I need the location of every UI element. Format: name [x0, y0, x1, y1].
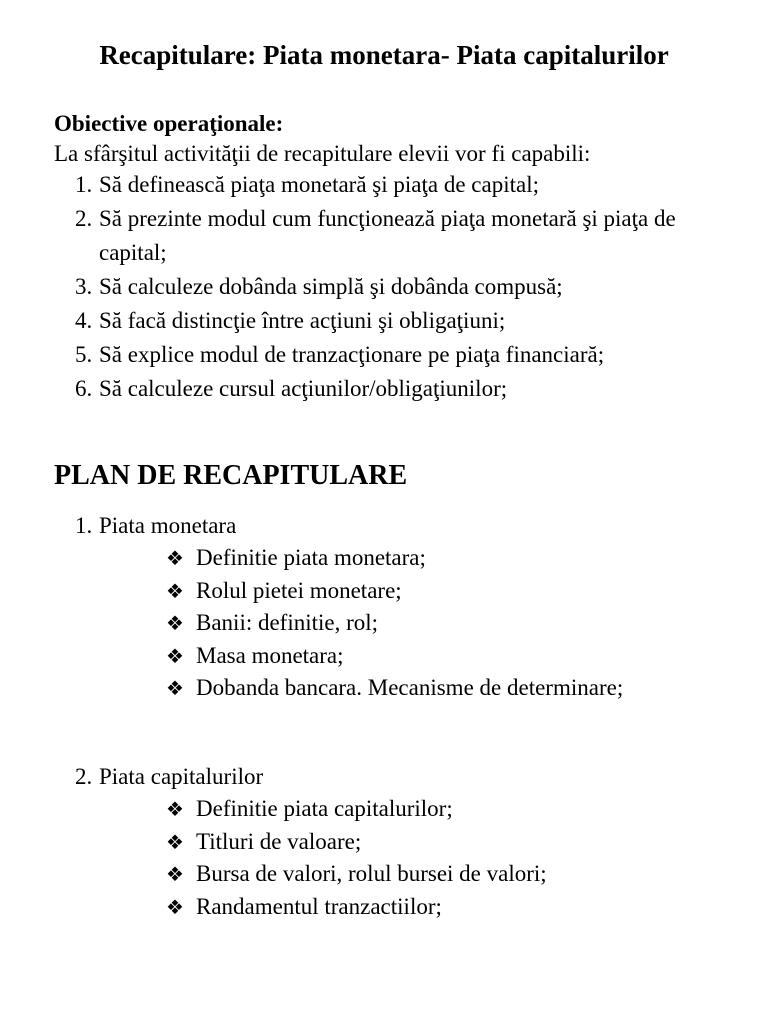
bullet-item: [0, 672, 768, 705]
objective-number: 6.: [75, 376, 93, 401]
diamond-bullet-icon: ❖: [166, 611, 184, 635]
bullet-text: Definitie piata capitalurilor;: [196, 796, 453, 821]
bullet-text: Randamentul tranzactiilor;: [196, 893, 442, 919]
bullet-text: Masa monetara;: [196, 642, 344, 668]
bullet-item: [0, 640, 768, 673]
bullet-text: Banii: definitie, rol;: [196, 610, 379, 635]
bullet-item: [0, 542, 768, 575]
objectives-list: [0, 168, 768, 406]
diamond-bullet-icon: ❖: [166, 829, 184, 854]
plan-section-piata-capitalurilor: [0, 761, 768, 923]
bullet-item: [0, 793, 768, 826]
bullet-item: [0, 607, 768, 640]
objective-number: 4.: [75, 308, 93, 333]
diamond-bullet-icon: ❖: [166, 643, 184, 668]
section-number: 2.: [75, 764, 93, 789]
objective-item: [0, 372, 768, 406]
objective-text: Să explice modul de tranzacţionare pe piaţa financiară;: [99, 342, 605, 367]
objective-item: [0, 270, 768, 304]
bullet-text: Rolul pietei monetare;: [196, 577, 402, 603]
bullet-item: [0, 891, 768, 924]
plan-heading: PLAN DE RECAPITULARE: [54, 460, 408, 491]
section-bullets: [0, 542, 768, 705]
objective-number: 2.: [75, 206, 93, 231]
diamond-bullet-icon: ❖: [166, 862, 184, 886]
objective-item: [0, 304, 768, 338]
diamond-bullet-icon: ❖: [166, 797, 184, 821]
objective-item: [0, 338, 768, 372]
objective-text: Să calculeze dobânda simplă şi dobânda compusă;: [99, 274, 563, 299]
section-bullets: [0, 793, 768, 923]
section-number: 1.: [75, 513, 93, 538]
objective-text: Să prezinte modul cum funcţionează piaţa monetară şi piaţa de capital;: [99, 206, 676, 265]
section-title: [0, 761, 768, 793]
objectives-heading: Obiective operaţionale:: [54, 111, 284, 136]
diamond-bullet-icon: ❖: [166, 578, 184, 603]
objective-text: Să facă distincţie între acţiuni şi obligaţiuni;: [99, 308, 506, 333]
section-title-text: Piata monetara: [99, 513, 237, 538]
objective-number: 5.: [75, 342, 93, 367]
objective-item: [0, 202, 768, 270]
objective-text: Să definească piaţa monetară şi piaţa de capital;: [99, 172, 539, 197]
plan-section-piata-monetara: [0, 510, 768, 705]
bullet-text: Definitie piata monetara;: [196, 545, 426, 570]
objective-number: 3.: [75, 274, 93, 299]
objectives-intro: La sfârşitul activităţii de recapitulare elevii vor fi capabili:: [54, 141, 591, 166]
objective-text: Să calculeze cursul acţiunilor/obligaţiunilor;: [99, 376, 508, 401]
bullet-item: [0, 826, 768, 859]
bullet-text: Bursa de valori, rolul bursei de valori;: [196, 861, 547, 886]
bullet-item: [0, 858, 768, 891]
section-title: [0, 510, 768, 542]
diamond-bullet-icon: ❖: [166, 894, 184, 919]
bullet-text: Titluri de valoare;: [196, 828, 362, 854]
section-title-text: Piata capitalurilor: [99, 764, 264, 789]
diamond-bullet-icon: ❖: [166, 676, 184, 700]
bullet-item: [0, 575, 768, 608]
document-title: Recapitulare: Piata monetara- Piata capitalurilor: [99, 40, 669, 70]
objective-item: [0, 168, 768, 202]
diamond-bullet-icon: ❖: [166, 546, 184, 570]
objective-number: 1.: [75, 172, 93, 197]
bullet-text: Dobanda bancara. Mecanisme de determinare;: [196, 675, 624, 700]
